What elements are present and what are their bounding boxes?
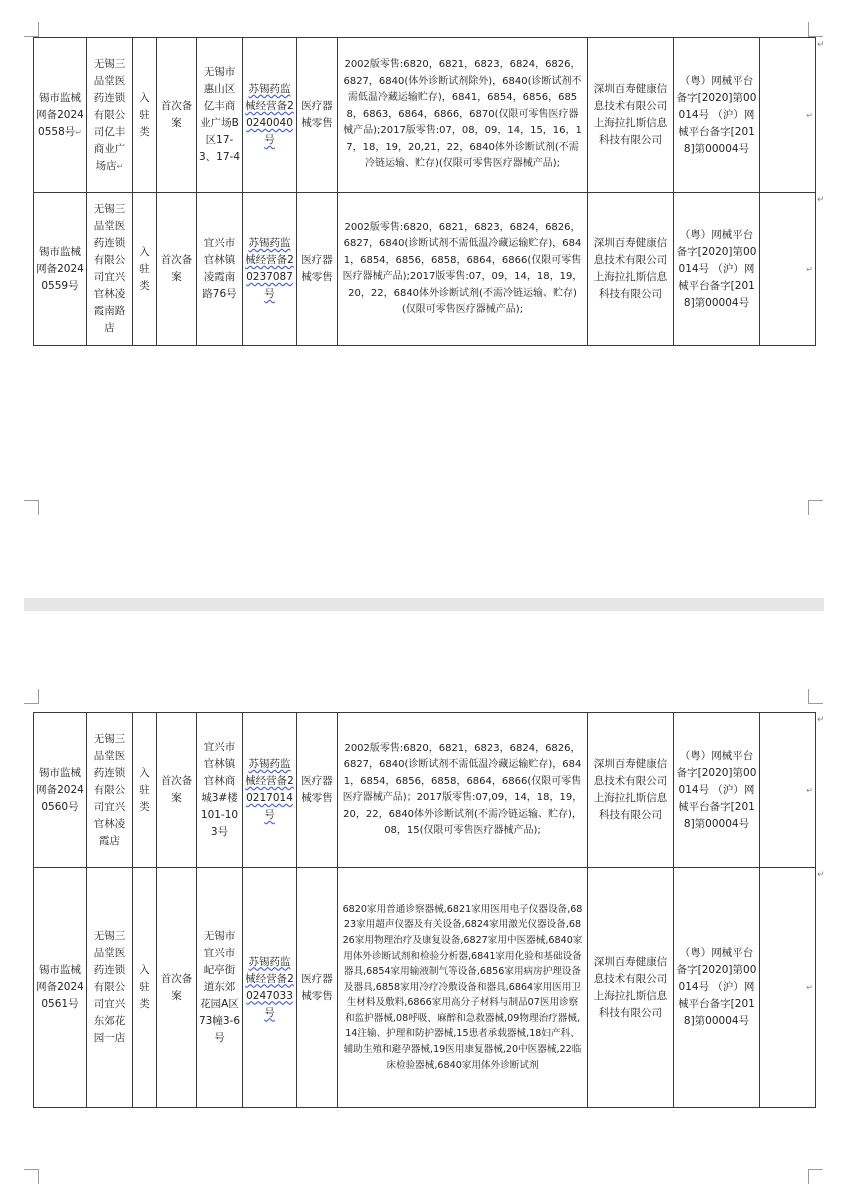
company-cell: 无锡三品堂医药连锁有限公司亿丰商业广场店↵ bbox=[87, 38, 133, 193]
platform-filing-cell: （粤）网械平台备字[2020]第00014号 （沪）网械平台备字[2018]第00004号 bbox=[674, 38, 760, 193]
corner-mark bbox=[24, 1169, 39, 1184]
table-row bbox=[34, 38, 816, 193]
scope-cell: 2002版零售:6820，6821，6823，6824，6826，6827，6840(诊断试剂不需低温冷藏运输贮存)，6841，6854，6856，6858，6864，6866(仅限可零售医疗器械产品)；2017版零售:07,09，14，18，19，20，22，6840体外诊断试剂(不需冷链运输、贮存)，08，15(仅限可零售医疗器械产品); bbox=[338, 713, 588, 868]
filing-type-cell: 首次备案 bbox=[157, 38, 197, 193]
paragraph-mark: ↵ bbox=[806, 110, 813, 120]
business-mode-cell: 医疗器械零售 bbox=[297, 868, 338, 1108]
platform-operator-cell: 深圳百寿健康信息技术有限公司 上海拉扎斯信息科技有限公司 bbox=[588, 193, 674, 346]
address-cell: 宜兴市官林镇官林商城3#楼101-103号 bbox=[197, 713, 243, 868]
corner-mark bbox=[24, 500, 39, 515]
scope-cell: 6820家用普通诊察器械,6821家用医用电子仪器设备,6823家用超声仪器及有关设备,6824家用激光仪器设备,6826家用物理治疗及康复设备,6827家用中医器械,6840家用体外诊断试剂和检验分析器,6841家用化验和基础设备器具,6854家用输液制气等设备,6856家用病房护理设备及器具,6858家用冷疗冷敷设备和器具,6864家用医用卫生材料及敷料,6866家用高分子材料与制品07医用诊察和监护器械,08呼吸、麻醉和急救器械,09物理治疗器械,14注输、护理和防护器械,15患者承载器械,18妇产科、辅助生殖和避孕器械,19医用康复器械,20中医器械,22临床检验器械,6840家用体外诊断试剂 bbox=[338, 868, 588, 1108]
business-mode-cell: 医疗器械零售 bbox=[297, 193, 338, 346]
platform-type-cell: 入驻类 bbox=[133, 38, 157, 193]
platform-type-cell: 入驻类 bbox=[133, 193, 157, 346]
record-no-cell: 锡市监械网备20240559号 bbox=[34, 193, 87, 346]
corner-mark bbox=[808, 22, 823, 37]
platform-operator-cell: 深圳百寿健康信息技术有限公司 上海拉扎斯信息科技有限公司 bbox=[588, 713, 674, 868]
page-2 bbox=[0, 611, 846, 1199]
table-row bbox=[34, 713, 816, 868]
business-mode-cell: 医疗器械零售 bbox=[297, 713, 338, 868]
remark-cell bbox=[760, 868, 816, 1108]
license-no-cell: 苏锡药监械经营备20240040号 bbox=[243, 38, 297, 193]
row-end-mark: ↵ bbox=[817, 195, 825, 205]
platform-filing-cell: （粤）网械平台备字[2020]第00014号 （沪）网械平台备字[2018]第00004号 bbox=[674, 713, 760, 868]
filing-table bbox=[33, 37, 816, 346]
address-cell: 无锡市惠山区亿丰商业广场B区17-3、17-4 bbox=[197, 38, 243, 193]
record-no-cell: 锡市监械网备20240558号↵ bbox=[34, 38, 87, 193]
scope-cell: 2002版零售:6820，6821，6823，6824，6826，6827，6840(体外诊断试剂除外)，6840(诊断试剂不需低温冷藏运输贮存)，6841，6854，6856，6858，6863，6864，6866，6870(仅限可零售医疗器械产品);2017版零售:07，08，09，14，15，16，17，18，19，20,21，22，6840体外诊断试剂(不需冷链运输、贮存)(仅限可零售医疗器械产品); bbox=[338, 38, 588, 193]
platform-filing-cell: （粤）网械平台备字[2020]第00014号 （沪）网械平台备字[2018]第00004号 bbox=[674, 193, 760, 346]
remark-cell bbox=[760, 38, 816, 193]
remark-cell bbox=[760, 713, 816, 868]
record-no-cell: 锡市监械网备20240561号 bbox=[34, 868, 87, 1108]
row-end-mark: ↵ bbox=[817, 40, 825, 50]
platform-type-cell: 入驻类 bbox=[133, 713, 157, 868]
paragraph-mark: ↵ bbox=[116, 161, 124, 171]
license-no-cell: 苏锡药监械经营备20247033号 bbox=[243, 868, 297, 1108]
table-row bbox=[34, 193, 816, 346]
remark-cell bbox=[760, 193, 816, 346]
filing-type-cell: 首次备案 bbox=[157, 868, 197, 1108]
filing-table bbox=[33, 712, 816, 1108]
paragraph-mark: ↵ bbox=[806, 264, 813, 274]
corner-mark bbox=[808, 689, 823, 704]
corner-mark bbox=[24, 689, 39, 704]
row-end-mark: ↵ bbox=[817, 715, 825, 725]
platform-type-cell: 入驻类 bbox=[133, 868, 157, 1108]
platform-operator-cell: 深圳百寿健康信息技术有限公司 上海拉扎斯信息科技有限公司 bbox=[588, 38, 674, 193]
company-cell: 无锡三品堂医药连锁有限公司宜兴东郊花园一店 bbox=[87, 868, 133, 1108]
filing-type-cell: 首次备案 bbox=[157, 193, 197, 346]
address-cell: 宜兴市官林镇凌霞南路76号 bbox=[197, 193, 243, 346]
table-row bbox=[34, 868, 816, 1108]
page-gap bbox=[24, 598, 824, 611]
scope-cell: 2002版零售:6820，6821，6823，6824，6826，6827，6840(诊断试剂不需低温冷藏运输贮存)，6841，6854，6856，6858，6864，6866(仅限可零售医疗器械产品);2017版零售:07，09，14，18，19，20，22，6840体外诊断试剂(不需冷链运输、贮存)(仅限可零售医疗器械产品); bbox=[338, 193, 588, 346]
platform-filing-cell: （粤）网械平台备字[2020]第00014号 （沪）网械平台备字[2018]第00004号 bbox=[674, 868, 760, 1108]
corner-mark bbox=[808, 500, 823, 515]
paragraph-mark: ↵ bbox=[75, 127, 82, 137]
paragraph-mark: ↵ bbox=[806, 983, 813, 992]
license-no-cell: 苏锡药监械经营备20217014号 bbox=[243, 713, 297, 868]
address-cell: 无锡市宜兴市屺亭街道东郊花园A区73幢3-6号 bbox=[197, 868, 243, 1108]
corner-mark bbox=[808, 1169, 823, 1184]
company-cell: 无锡三品堂医药连锁有限公司宜兴官林凌霞南路店 bbox=[87, 193, 133, 346]
row-end-mark: ↵ bbox=[817, 870, 825, 880]
paragraph-mark: ↵ bbox=[806, 785, 813, 795]
filing-type-cell: 首次备案 bbox=[157, 713, 197, 868]
page-1 bbox=[0, 0, 846, 598]
record-no-cell: 锡市监械网备20240560号 bbox=[34, 713, 87, 868]
license-no-cell: 苏锡药监械经营备20237087号 bbox=[243, 193, 297, 346]
corner-mark bbox=[24, 22, 39, 37]
platform-operator-cell: 深圳百寿健康信息技术有限公司 上海拉扎斯信息科技有限公司 bbox=[588, 868, 674, 1108]
business-mode-cell: 医疗器械零售 bbox=[297, 38, 338, 193]
company-cell: 无锡三品堂医药连锁有限公司宜兴官林凌霞店 bbox=[87, 713, 133, 868]
